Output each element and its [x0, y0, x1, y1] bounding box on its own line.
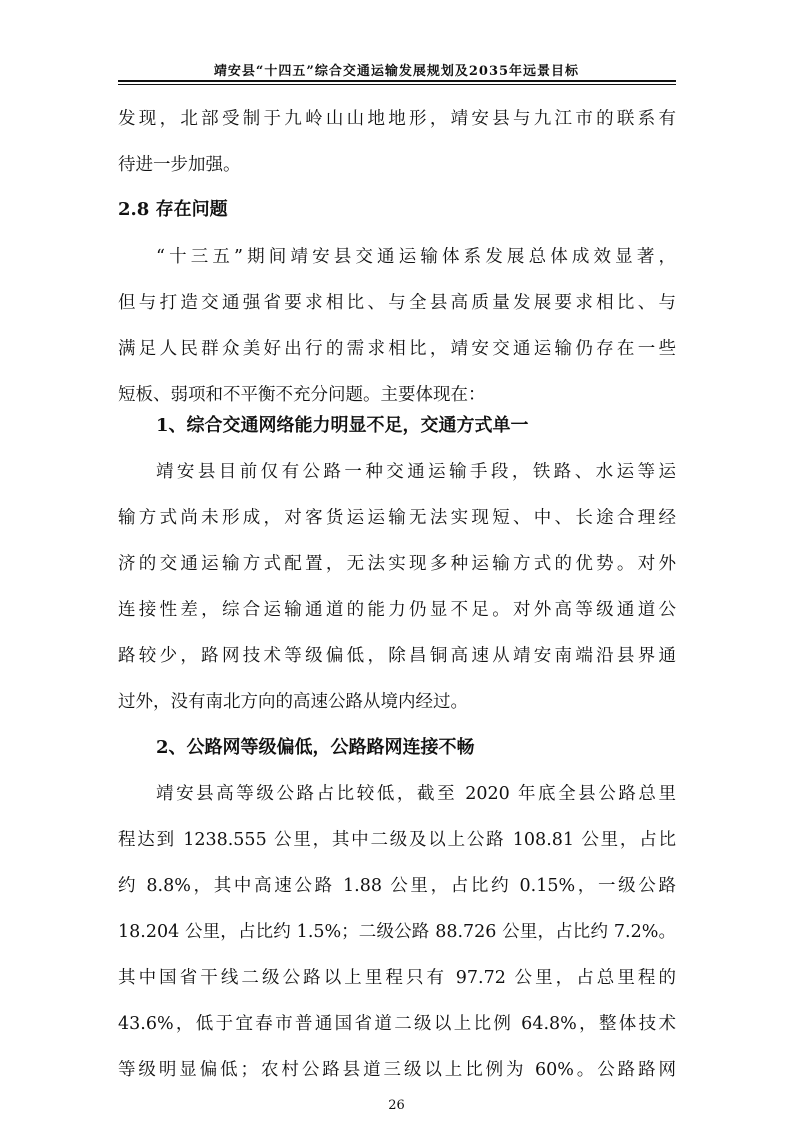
paragraph-line: 等级明显偏低；农村公路县道三级以上比例为 60%。公路路网 — [118, 1060, 676, 1080]
running-header-title: 靖安县“十四五”综合交通运输发展规划及2035年远景目标 — [213, 64, 580, 79]
subsection-heading-1: 1、综合交通网络能力明显不足，交通方式单一 — [156, 415, 529, 436]
subsection-heading-2: 2、公路网等级偏低，公路路网连接不畅 — [156, 737, 475, 758]
header-rule-thin — [118, 84, 676, 85]
header-rule-thick — [118, 80, 676, 82]
paragraph-line: 连接性差，综合运输通道的能力仍显不足。对外高等级通道公 — [118, 600, 676, 620]
paragraph-line: 其中国省干线二级公路以上里程只有 97.72 公里，占总里程的 — [118, 968, 676, 988]
paragraph-line: 路较少，路网技术等级偏低，除昌铜高速从靖安南端沿县界通 — [118, 646, 676, 666]
paragraph-line: 满足人民群众美好出行的需求相比，靖安交通运输仍存在一些 — [118, 339, 676, 359]
paragraph-line: 程达到 1238.555 公里，其中二级及以上公路 108.81 公里，占比 — [118, 830, 676, 850]
paragraph-line: 短板、弱项和不平衡不充分问题。主要体现在： — [118, 385, 486, 405]
paragraph-line: 过外，没有南北方向的高速公路从境内经过。 — [118, 692, 468, 712]
paragraph-line: 靖安县高等级公路占比较低，截至 2020 年底全县公路总里 — [156, 784, 676, 804]
paragraph-line: 输方式尚未形成，对客货运运输无法实现短、中、长途合理经 — [118, 508, 676, 528]
paragraph-line: 约 8.8%，其中高速公路 1.88 公里，占比约 0.15%，一级公路 — [118, 876, 676, 896]
paragraph-line: 43.6%，低于宜春市普通国省道二级以上比例 64.8%，整体技术 — [118, 1014, 676, 1034]
paragraph-line: 发现，北部受制于九岭山山地地形，靖安县与九江市的联系有 — [118, 109, 676, 129]
paragraph-line: “十三五”期间靖安县交通运输体系发展总体成效显著， — [156, 247, 676, 267]
page-number: 26 — [388, 1098, 405, 1113]
paragraph-line: 济的交通运输方式配置，无法实现多种运输方式的优势。对外 — [118, 554, 676, 574]
section-heading: 2.8 存在问题 — [118, 199, 228, 220]
paragraph-line: 18.204 公里，占比约 1.5%；二级公路 88.726 公里，占比约 7.2%。 — [118, 922, 676, 942]
paragraph-line: 待进一步加强。 — [118, 155, 241, 175]
paragraph-line: 但与打造交通强省要求相比、与全县高质量发展要求相比、与 — [118, 293, 676, 313]
paragraph-line: 靖安县目前仅有公路一种交通运输手段，铁路、水运等运 — [156, 462, 676, 482]
